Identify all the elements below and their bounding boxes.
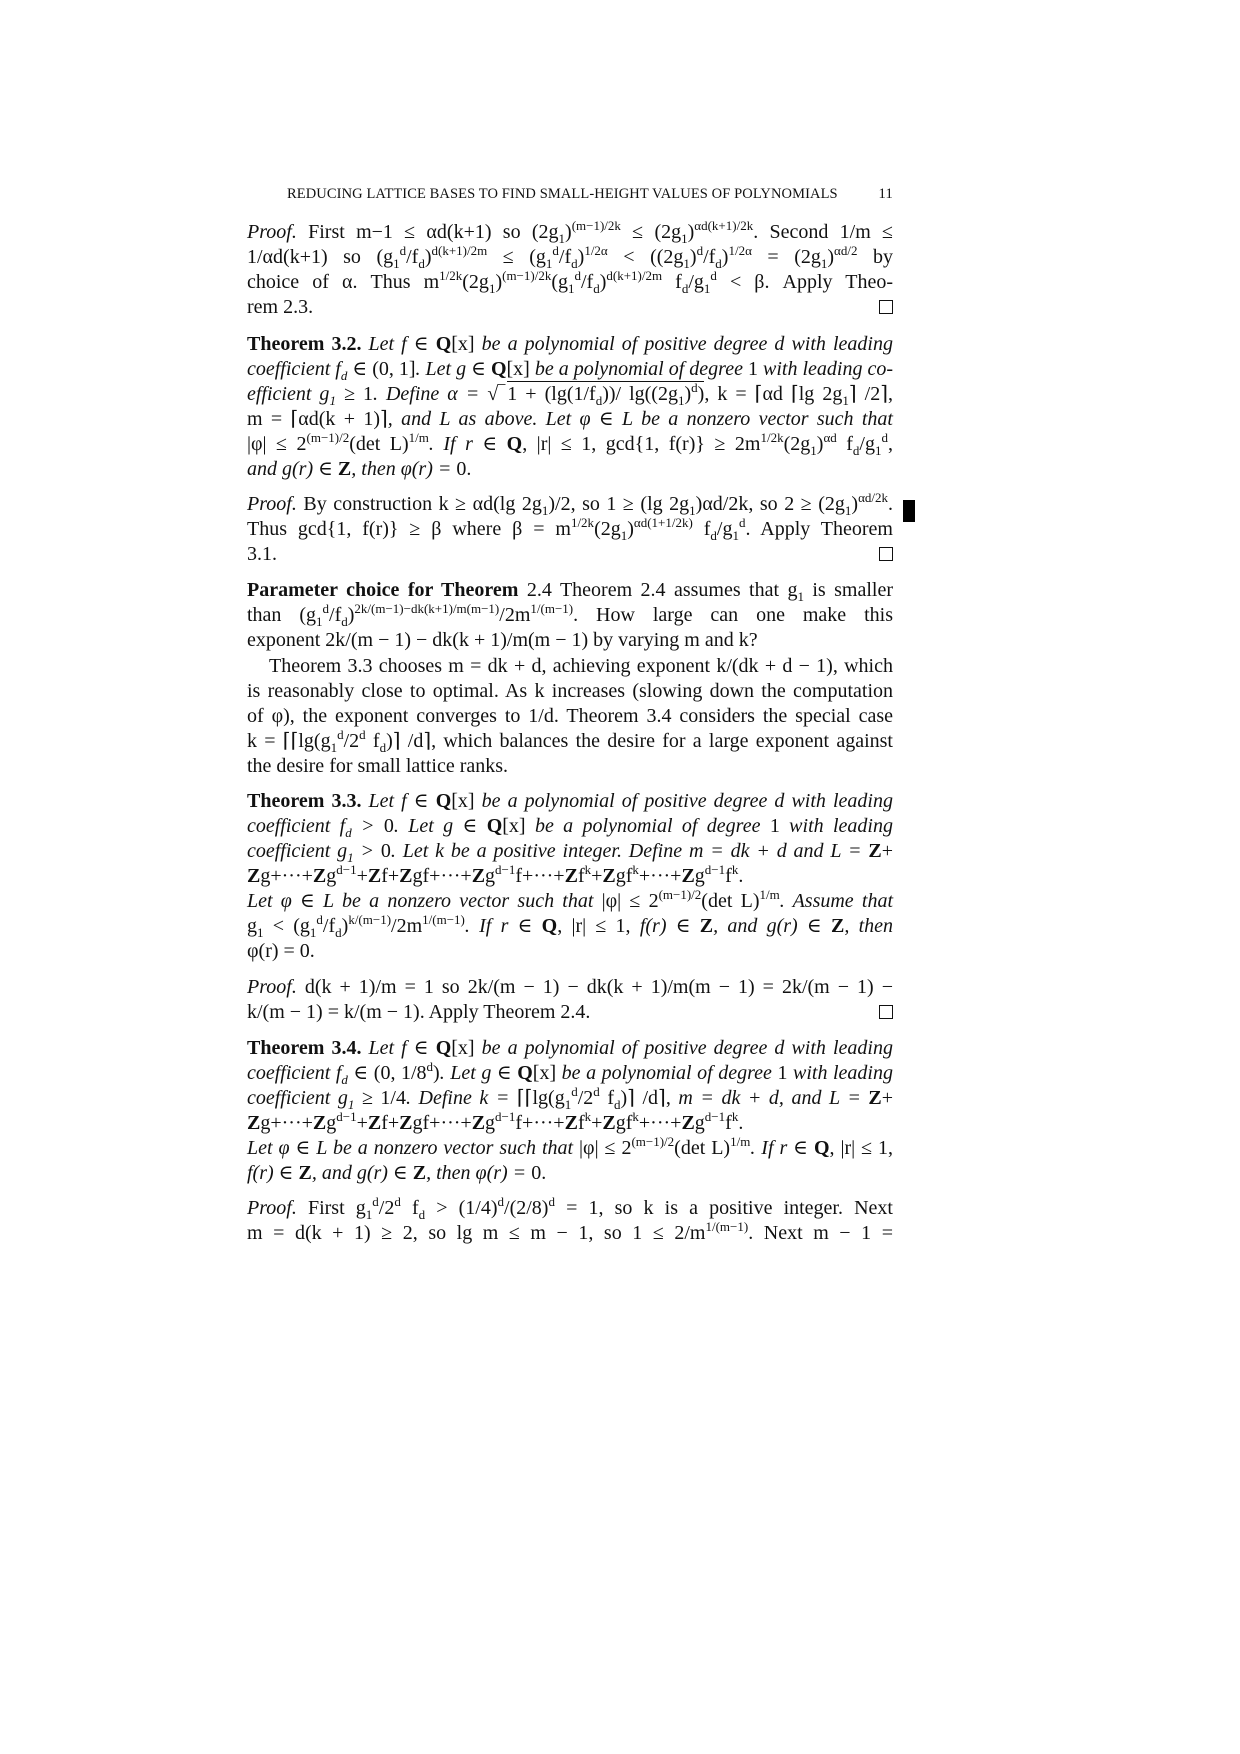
- parameter-discussion-line: [247, 729, 893, 753]
- proof-3-2-line: [247, 492, 893, 516]
- line-text: Theorem 3.3. Let f ∈ Q[x] be a polynomial of positive degree d with leading: [247, 790, 893, 812]
- line-text: k/(m − 1) = k/(m − 1). Apply Theorem 2.4.: [247, 1001, 591, 1023]
- qed-square-icon: [879, 1005, 893, 1019]
- theorem-3-3-line: [247, 914, 893, 938]
- theorem-3-4-line: [247, 1061, 893, 1085]
- line-text: coefficient $f_d$ ∈ (0, 1]. Let g ∈ Q[x] be a polynomial of degree 1 with leading co-: [247, 358, 893, 383]
- line-text: Theorem 3.3 chooses m = dk + d, achieving exponent k/(dk + d − 1), which: [269, 655, 893, 677]
- line-text: Proof. By construction k ≥ αd(lg $2g_1)/2$, so 1 ≥ (lg $2g_1)\alpha d/2k$, so $2 \ge (2g_1)^{\alpha d/2k}$.: [247, 490, 893, 518]
- proof-3-1-line: [247, 220, 893, 244]
- theorem-3-2-line: [247, 357, 893, 381]
- parameter-discussion-line: [247, 754, 893, 778]
- theorem-3-3-line: [247, 939, 893, 963]
- line-text: than $(g_1^d/f_d)^{2k/(m-1)-dk(k+1)/m(m-1)}/2m^{1/(m-1)}$. How large can one make this: [247, 601, 893, 629]
- parameter-choice-line: [247, 628, 893, 652]
- theorem-3-3-line: [247, 789, 893, 813]
- theorem-3-4-line: [247, 1136, 893, 1160]
- line-text: Theorem 3.2. Let f ∈ Q[x] be a polynomial of positive degree d with leading: [247, 333, 893, 355]
- proof-3-4-line: [247, 1221, 893, 1245]
- theorem-3-2-line: [247, 457, 893, 481]
- line-text: f(r) ∈ Z, and g(r) ∈ Z, then φ(r) = 0.: [247, 1162, 547, 1184]
- line-text: choice of α. Thus $m^{1/2k}(2g_1)^{(m-1)/2k}(g_1^d/f_d)^{d(k+1)/2m}$ $f_d/g_1^d < \beta$. Apply Theo-: [247, 268, 893, 296]
- line-text: Let φ ∈ L be a nonzero vector such that $|\varphi| \le 2^{(m-1)/2}(\det$ L)$^{1/m}$. Assume that: [247, 887, 893, 912]
- proof-3-2-line: [247, 542, 893, 566]
- theorem-3-2-line: [247, 432, 893, 456]
- proof-3-1-line: [247, 295, 893, 319]
- line-text: Proof. First m−1 ≤ αd(k+1) so $(2g_1)^{(m-1)/2k} \le (2g_1)^{\alpha d(k+1)/2k}$. Second 1/m ≤: [247, 218, 894, 246]
- theorem-3-4-line: [247, 1086, 893, 1110]
- parameter-choice-line: [247, 603, 893, 627]
- line-text: φ(r) = 0.: [247, 940, 315, 962]
- overfull-box-marker: [903, 500, 915, 522]
- proof-3-1-line: [247, 245, 893, 269]
- line-text: is reasonably close to optimal. As k increases (slowing down the computation: [247, 680, 893, 702]
- line-text: Parameter choice for Theorem 2.4 Theorem 2.4 assumes that $g_1$ is smaller: [247, 579, 893, 604]
- line-text: $Zg+\cdot\cdot\cdot+Zg^{d-1}+Zf+Zgf+\cdot\cdot\cdot+Zg^{d-1}f+\cdot\cdot\cdot+Zf^k+Zgf^k+\cdot\cdot\cdot+Zg^{d-1}f^k$.: [247, 1109, 744, 1134]
- theorem-3-3-line: [247, 814, 893, 838]
- theorem-3-3-line: [247, 889, 893, 913]
- line-text: Proof. First $g_1^d/2^d$ $f_d > (1/4)^d/(2/8)^d = 1$, so k is a positive integer. Next: [247, 1194, 893, 1222]
- parameter-discussion-line: [247, 704, 893, 728]
- line-text: of φ), the exponent converges to 1/d. Theorem 3.4 considers the special case: [247, 705, 893, 727]
- parameter-discussion-line: [247, 679, 893, 703]
- line-text: $k = ⌈⌈\lg(g_1^d/2^d$ $f_d)⌉$ /d⌉, which balances the desire for a large exponent against: [247, 727, 893, 755]
- theorem-3-2-line: [247, 407, 893, 431]
- line-text: 1/αd(k+1) so $(g_1^d/f_d)^{d(k+1)/2m} \le (g_1^d/f_d)^{1/2\alpha} < ((2g_1)^d/f_d)^{1/2\alpha} = (2g_1)^{\alpha d/2}$ by: [247, 243, 894, 271]
- running-header: [287, 186, 893, 203]
- theorem-3-3-line: [247, 864, 893, 888]
- qed-square-icon: [879, 547, 893, 561]
- line-text: efficient $g_1 \ge 1$. Define α = √‾ $1 + (\lg(1/f_d))/$ $\lg((2g_1)^d)$, k = ⌈αd ⌈lg $2g_1⌉$ /2⌉,: [247, 380, 894, 408]
- line-text: $g_1 < (g_1^d/f_d)^{k/(m-1)}/2m^{1/(m-1)}$. If r ∈ Q, |r| ≤ 1, f(r) ∈ Z, and g(r) ∈ Z, then: [247, 912, 893, 940]
- line-text: Theorem 3.4. Let f ∈ Q[x] be a polynomial of positive degree d with leading: [247, 1037, 893, 1059]
- running-title: REDUCING LATTICE BASES TO FIND SMALL-HEIGHT VALUES OF POLYNOMIALS: [287, 186, 838, 202]
- parameter-choice-line: [247, 578, 893, 602]
- proof-3-1-line: [247, 270, 893, 294]
- line-text: $|\varphi| \le 2^{(m-1)/2}(\det$ L)$^{1/m}$. If r ∈ Q, |r| ≤ 1, gcd{1, $f(r)\} \ge 2m^{1/2k}(2g_1)^{\alpha d}$ $f_d/g_1^d$,: [247, 430, 893, 458]
- parameter-discussion-line: [247, 654, 893, 678]
- proof-3-2-line: [247, 517, 893, 541]
- theorem-3-4-line: [247, 1036, 893, 1060]
- proof-3-4-line: [247, 1196, 893, 1220]
- line-text: coefficient $g_1 > 0$. Let k be a positive integer. Define m = dk + d and L = Z+: [247, 840, 894, 865]
- line-text: 3.1.: [247, 543, 277, 565]
- line-text: Proof. d(k + 1)/m = 1 so 2k/(m − 1) − dk(k + 1)/m(m − 1) = 2k/(m − 1) −: [247, 976, 893, 998]
- line-text: m = ⌈αd(k + 1)⌉, and L as above. Let φ ∈ L be a nonzero vector such that: [247, 408, 893, 430]
- qed-square-icon: [879, 300, 893, 314]
- proof-3-3-line: [247, 1000, 893, 1024]
- line-text: and g(r) ∈ Z, then φ(r) = 0.: [247, 458, 472, 480]
- line-text: coefficient $f_d > 0$. Let g ∈ Q[x] be a polynomial of degree 1 with leading: [247, 815, 893, 840]
- line-text: Let φ ∈ L be a nonzero vector such that $|\varphi| \le 2^{(m-1)/2}(\det$ L)$^{1/m}$. If r ∈ Q, |r| ≤ 1,: [247, 1134, 893, 1159]
- theorem-3-4-line: [247, 1111, 893, 1135]
- line-text: Thus gcd{1, f(r)} ≥ β where $\beta = m^{1/2k}(2g_1)^{\alpha d(1+1/2k)}$ $f_d/g_1^d$. Apply Theorem: [247, 515, 893, 543]
- proof-3-3-line: [247, 975, 893, 999]
- line-text: m = d(k + 1) ≥ 2, so lg m ≤ m − 1, so $1 \le 2/m^{1/(m-1)}$. Next m − 1 =: [247, 1219, 893, 1244]
- line-text: rem 2.3.: [247, 296, 314, 318]
- theorem-3-4-line: [247, 1161, 893, 1185]
- line-text: coefficient $f_d$ ∈ (0, 1/8$^d$). Let g ∈ Q[x] be a polynomial of degree 1 with leading: [247, 1059, 893, 1087]
- theorem-3-2-line: [247, 332, 893, 356]
- line-text: coefficient $g_1 \ge 1/4$. Define $k = ⌈⌈\lg(g_1^d/2^d$ $f_d)⌉$ /d⌉, m = dk + d, and L = Z+: [247, 1084, 893, 1112]
- line-text: $Zg+\cdot\cdot\cdot+Zg^{d-1}+Zf+Zgf+\cdot\cdot\cdot+Zg^{d-1}f+\cdot\cdot\cdot+Zf^k+Zgf^k+\cdot\cdot\cdot+Zg^{d-1}f^k$.: [247, 862, 744, 887]
- theorem-3-3-line: [247, 839, 893, 863]
- page-number: 11: [878, 186, 893, 202]
- line-text: exponent 2k/(m − 1) − dk(k + 1)/m(m − 1) by varying m and k?: [247, 629, 758, 651]
- line-text: the desire for small lattice ranks.: [247, 755, 509, 777]
- theorem-3-2-line: [247, 382, 893, 406]
